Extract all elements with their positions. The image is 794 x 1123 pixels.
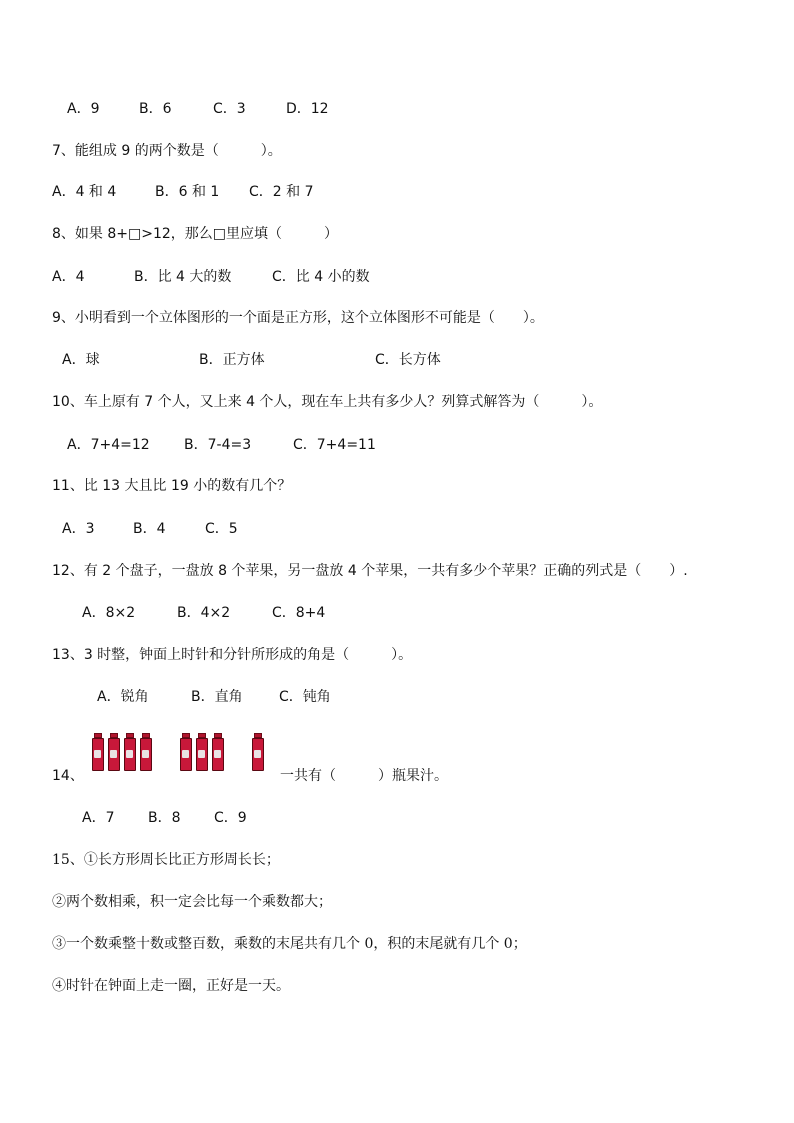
q9-option-a[interactable]: A．球: [62, 352, 100, 368]
q9-question: 9、小明看到一个立体图形的一个面是正方形，这个立体图形不可能是（ ）。: [52, 310, 544, 326]
juice-bottles-picture: [88, 733, 268, 775]
q9-option-c[interactable]: C．长方体: [375, 352, 441, 368]
q15-statement-4: ④时针在钟面上走一圈，正好是一天。: [52, 978, 290, 994]
q14-option-c[interactable]: C．9: [214, 810, 247, 826]
q8-option-c[interactable]: C．比 4 小的数: [272, 269, 370, 285]
q14-number: 14、: [52, 768, 84, 784]
q11-option-c[interactable]: C．5: [205, 521, 238, 537]
q11-option-b[interactable]: B．4: [133, 521, 166, 537]
q7-option-b[interactable]: B．6 和 1: [155, 184, 220, 200]
q6-option-d[interactable]: D．12: [286, 101, 329, 117]
q11-option-a[interactable]: A．3: [62, 521, 95, 537]
q8-question: 8、如果 8+□>12，那么□里应填（ ）: [52, 226, 338, 242]
q10-option-a[interactable]: A．7+4=12: [67, 437, 150, 453]
q6-option-a[interactable]: A．9: [67, 101, 100, 117]
q12-option-a[interactable]: A．8×2: [82, 605, 136, 621]
juice-bottle-icon: [108, 733, 120, 771]
q15-statement-3: ③一个数乘整十数或整百数，乘数的末尾共有几个 0，积的末尾就有几个 0；: [52, 936, 527, 952]
q11-question: 11、比 13 大且比 19 小的数有几个？: [52, 478, 292, 494]
q10-question: 10、车上原有 7 个人，又上来 4 个人，现在车上共有多少人？列算式解答为（ ）。: [52, 394, 603, 410]
q10-option-c[interactable]: C．7+4=11: [293, 437, 376, 453]
q12-question: 12、有 2 个盘子，一盘放 8 个苹果，另一盘放 4 个苹果，一共有多少个苹果？正确的列式是（ ）.: [52, 563, 688, 579]
q7-question: 7、能组成 9 的两个数是（ ）。: [52, 143, 282, 159]
q15-statement-1: 15、①长方形周长比正方形周长长；: [52, 852, 280, 868]
q13-question: 13、3 时整，钟面上时针和分针所形成的角是（ ）。: [52, 647, 413, 663]
q13-option-b[interactable]: B．直角: [191, 689, 243, 705]
q7-option-a[interactable]: A．4 和 4: [52, 184, 117, 200]
juice-bottle-icon: [212, 733, 224, 771]
q6-option-c[interactable]: C．3: [213, 101, 246, 117]
juice-bottle-icon: [92, 733, 104, 771]
juice-bottle-icon: [252, 733, 264, 771]
q10-option-b[interactable]: B．7-4=3: [184, 437, 252, 453]
q6-option-b[interactable]: B．6: [139, 101, 172, 117]
q14-option-b[interactable]: B．8: [148, 810, 181, 826]
q8-option-b[interactable]: B．比 4 大的数: [134, 269, 232, 285]
q13-option-c[interactable]: C．钝角: [279, 689, 331, 705]
q15-statement-2: ②两个数相乘，积一定会比每一个乘数都大；: [52, 894, 332, 910]
juice-bottle-icon: [124, 733, 136, 771]
q13-option-a[interactable]: A．锐角: [97, 689, 149, 705]
q8-option-a[interactable]: A．4: [52, 269, 85, 285]
q14-text: 一共有（ ）瓶果汁。: [280, 768, 448, 784]
q14-option-a[interactable]: A．7: [82, 810, 115, 826]
q12-option-b[interactable]: B．4×2: [177, 605, 231, 621]
juice-bottle-icon: [196, 733, 208, 771]
juice-bottle-icon: [180, 733, 192, 771]
q7-option-c[interactable]: C．2 和 7: [249, 184, 314, 200]
juice-bottle-icon: [140, 733, 152, 771]
q9-option-b[interactable]: B．正方体: [199, 352, 265, 368]
q12-option-c[interactable]: C．8+4: [272, 605, 326, 621]
